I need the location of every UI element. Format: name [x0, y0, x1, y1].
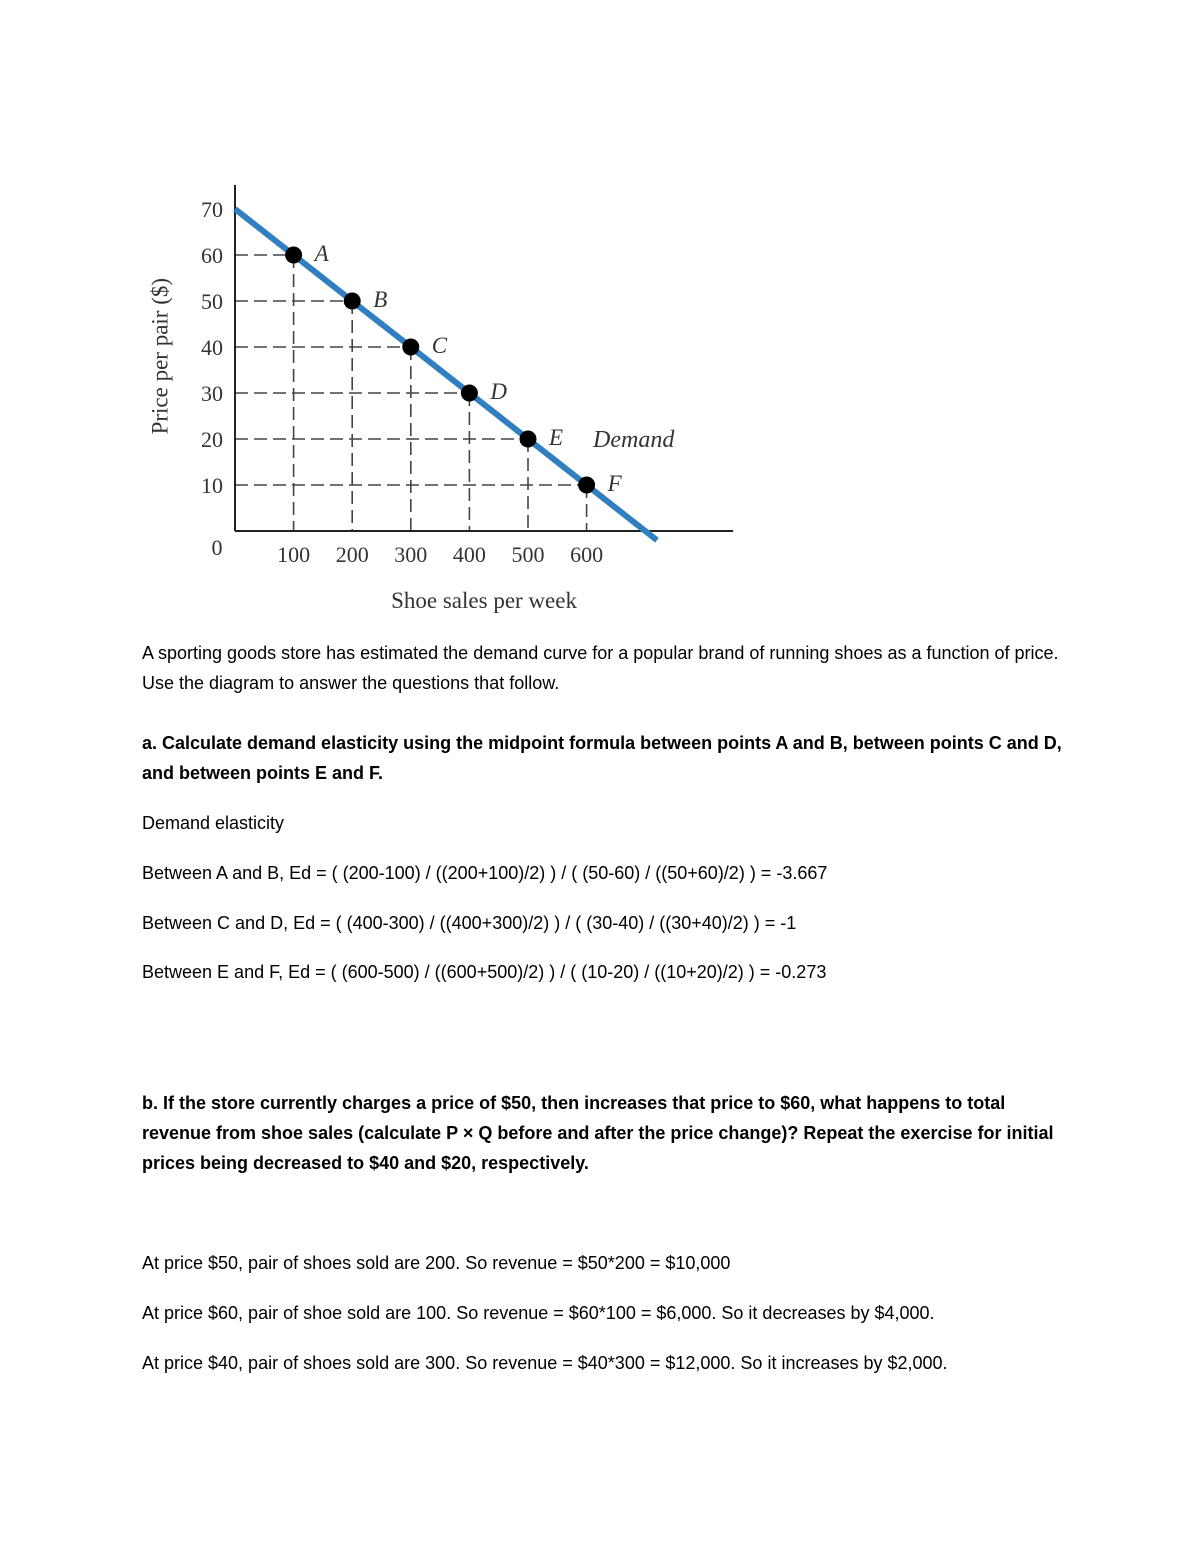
- x-tick-label: 300: [394, 542, 428, 567]
- y-tick-label: 60: [201, 243, 223, 268]
- revenue-at-40: At price $40, pair of shoes sold are 300. So revenue = $40*300 = $12,000. So it increases by $2,000.: [142, 1353, 948, 1373]
- point-label-A: A: [314, 241, 329, 266]
- point-label-D: D: [490, 379, 508, 404]
- demand-point-C: [402, 339, 419, 356]
- y-tick-labels: [201, 197, 223, 498]
- point-label-E: E: [549, 425, 564, 450]
- x-tick-labels: [277, 542, 603, 567]
- y-tick-label: 40: [201, 335, 223, 360]
- intro-paragraph: A sporting goods store has estimated the demand curve for a popular brand of running shoes as a function of price. Use the diagram to answer the questions that follow.: [142, 643, 1059, 693]
- point-label-C: C: [431, 333, 448, 358]
- demand-point-A: [285, 247, 302, 264]
- x-axis-label: Shoe sales per week: [391, 588, 577, 613]
- y-tick-label: 70: [201, 197, 223, 222]
- y-tick-label: 30: [201, 381, 223, 406]
- y-tick-label: 50: [201, 289, 223, 314]
- y-tick-label: 10: [201, 473, 223, 498]
- point-label-B: B: [373, 287, 388, 312]
- x-tick-label: 400: [452, 542, 486, 567]
- point-label-F: F: [607, 471, 622, 496]
- revenue-at-50: At price $50, pair of shoes sold are 200. So revenue = $50*200 = $10,000: [142, 1253, 731, 1273]
- elasticity-a-b: Between A and B, Ed = ( (200-100) / ((200+100)/2) ) / ( (50-60) / ((50+60)/2) ) = -3.667: [142, 863, 828, 883]
- demand-chart: [130, 130, 750, 630]
- x-tick-label: 600: [570, 542, 604, 567]
- demand-chart-svg: [130, 130, 750, 630]
- demand-points: [285, 241, 622, 496]
- revenue-at-60: At price $60, pair of shoe sold are 100. So revenue = $60*100 = $6,000. So it decreases by $4,000.: [142, 1303, 935, 1323]
- origin-label: 0: [211, 535, 223, 560]
- elasticity-c-d: Between C and D, Ed = ( (400-300) / ((400+300)/2) ) / ( (30-40) / ((30+40)/2) ) = -1: [142, 913, 797, 933]
- x-tick-label: 500: [511, 542, 545, 567]
- demand-point-D: [461, 385, 478, 402]
- demand-point-B: [344, 293, 361, 310]
- demand-series-label: Demand: [593, 427, 675, 453]
- question-a: a. Calculate demand elasticity using the midpoint formula between points A and B, between points C and D, and between points E and F.: [142, 733, 1062, 783]
- demand-point-F: [578, 477, 595, 494]
- y-tick-label: 20: [201, 427, 223, 452]
- elasticity-e-f: Between E and F, Ed = ( (600-500) / ((600+500)/2) ) / ( (10-20) / ((10+20)/2) ) = -0.273: [142, 962, 827, 982]
- x-tick-label: 100: [277, 542, 311, 567]
- demand-point-E: [520, 431, 537, 448]
- y-axis-label: Price per pair ($): [147, 277, 173, 435]
- question-b: b. If the store currently charges a price of $50, then increases that price to $60, what happens to total revenue from shoe sales (calculate P × Q before and after the price change)? Repeat the exercise for initial prices being decreased to $40 and $20, respectively.: [142, 1093, 1054, 1173]
- guide-lines: [235, 255, 587, 531]
- x-tick-label: 200: [335, 542, 369, 567]
- elasticity-heading: Demand elasticity: [142, 813, 285, 833]
